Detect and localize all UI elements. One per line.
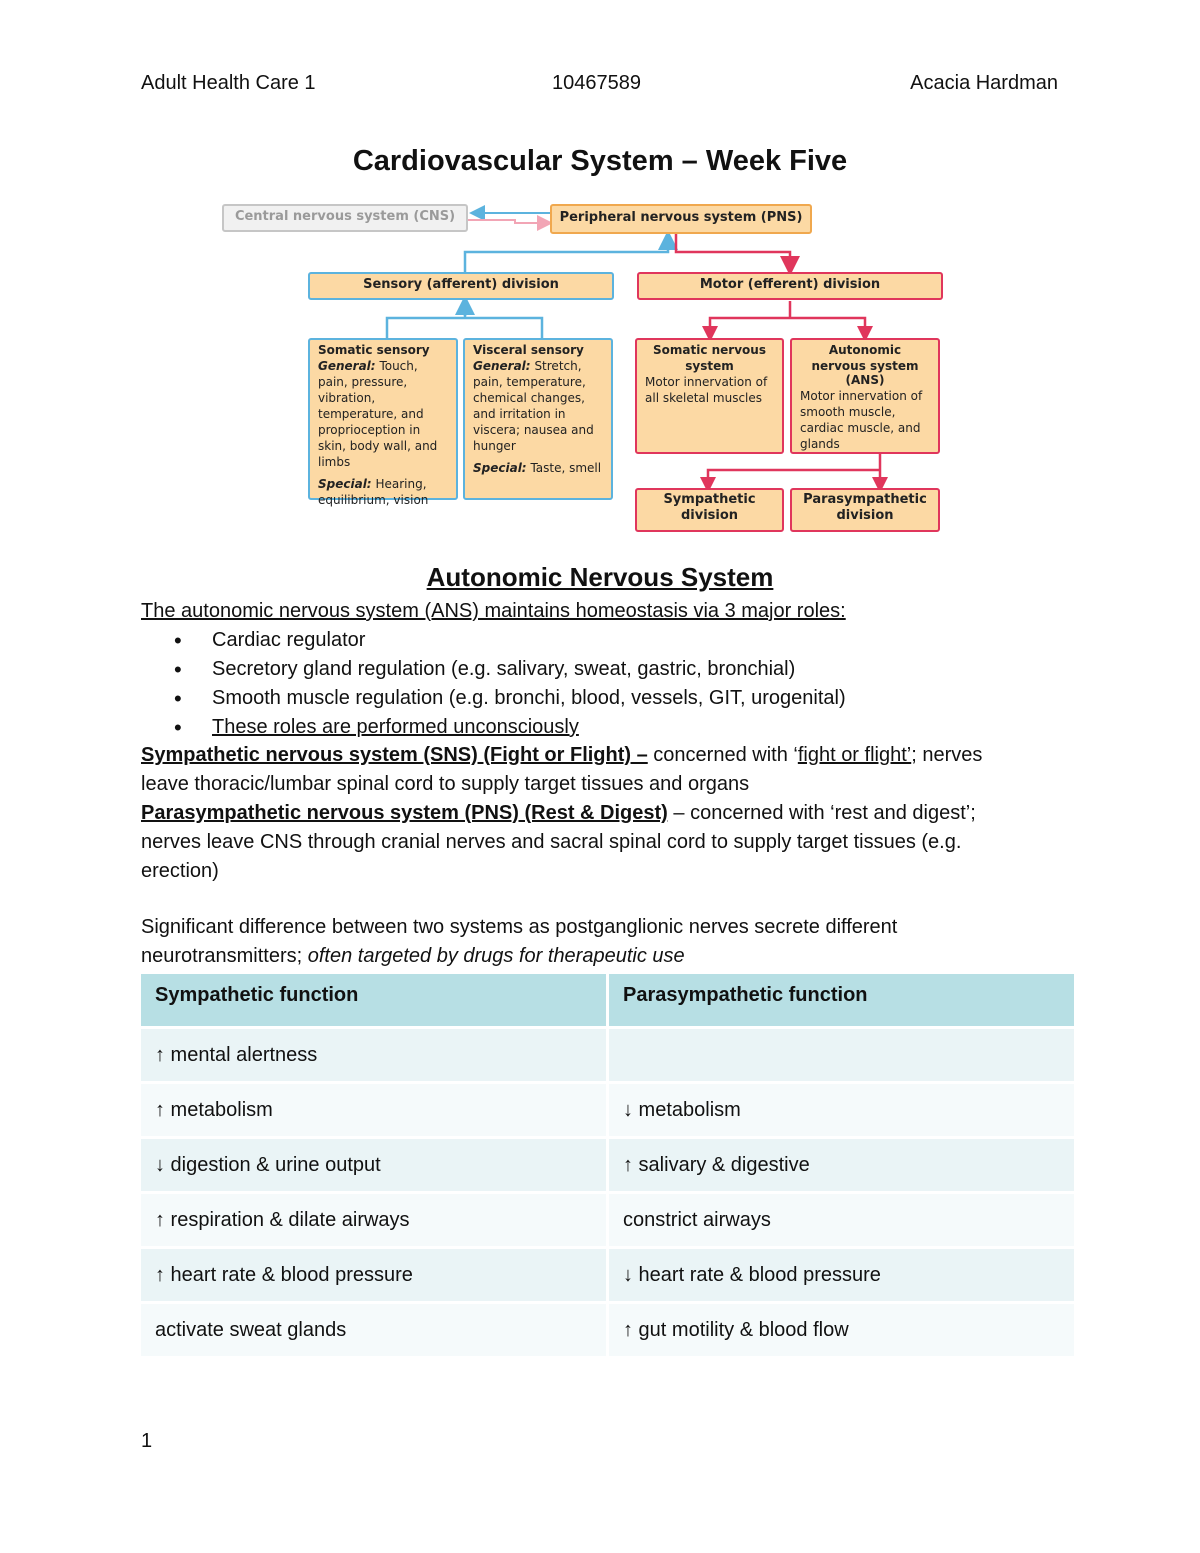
sensory-division-box: Sensory (afferent) division <box>308 272 614 300</box>
parasympathetic-cell <box>609 1029 1074 1081</box>
sympathetic-cell: ↑ heart rate & blood pressure <box>141 1249 606 1301</box>
somatic-ns-title: Somatic nervous system <box>653 343 766 373</box>
column-header-parasympathetic: Parasympathetic function <box>609 974 1074 1026</box>
column-header-sympathetic: Sympathetic function <box>141 974 606 1026</box>
somatic-sensory-box <box>308 338 458 507</box>
parasympathetic-cell: ↑ gut motility & blood flow <box>609 1304 1074 1356</box>
visceral-sensory-special-label: Special: <box>473 461 527 475</box>
sns-text-underlined: fight or flight’ <box>797 744 912 766</box>
sensory-to-pns-connector <box>465 240 668 272</box>
autonomic-nervous-system-box <box>790 338 940 454</box>
ans-roles-list <box>141 626 846 742</box>
motor-division-box: Motor (efferent) division <box>637 272 943 300</box>
pns-paragraph-line-3: erection) <box>141 860 219 882</box>
somatic-sensory-general-text: Touch, pain, pressure, vibration, temperature, and proprioception in skin, body wall, and limbs <box>318 359 438 469</box>
sympathetic-cell: ↑ metabolism <box>141 1084 606 1136</box>
parasympathetic-cell: ↓ heart rate & blood pressure <box>609 1249 1074 1301</box>
difference-line-1: Significant difference between two systems as postganglionic nerves secrete different <box>141 916 898 938</box>
header-course: Adult Health Care 1 <box>141 72 316 94</box>
header-student-id: 10467589 <box>552 72 641 94</box>
motor-branch-connector <box>710 301 865 331</box>
autonomic-branch-connector <box>708 453 880 482</box>
pns-label: Parasympathetic nervous system (PNS) (Rest & Digest) <box>141 802 668 824</box>
somatic-sensory-general-label: General: <box>318 359 376 373</box>
sympathetic-cell: activate sweat glands <box>141 1304 606 1356</box>
table-row <box>141 1304 1074 1356</box>
ans-intro: The autonomic nervous system (ANS) maintains homeostasis via 3 major roles: <box>141 600 846 622</box>
sns-paragraph-line-2: leave thoracic/lumbar spinal cord to supply target tissues and organs <box>141 773 750 795</box>
ans-role-item: • Smooth muscle regulation (e.g. bronchi, blood, vessels, GIT, urogenital) <box>141 684 846 713</box>
sns-text-a: concerned with ‘ <box>647 744 798 766</box>
difference-text: neurotransmitters; <box>141 945 308 967</box>
autonomic-ns-title: Autonomic nervous system <box>811 343 919 373</box>
difference-line-2 <box>141 942 685 971</box>
ans-heading: Autonomic Nervous System <box>426 562 774 592</box>
parasympathetic-cell: constrict airways <box>609 1194 1074 1246</box>
header-author: Acacia Hardman <box>910 72 1058 94</box>
parasympathetic-cell: ↓ metabolism <box>609 1084 1074 1136</box>
sns-text-b: ; nerves <box>911 744 983 766</box>
document-title: Cardiovascular System – Week Five <box>352 145 848 177</box>
table-row <box>141 1029 1074 1081</box>
parasympathetic-division-box: Parasympathetic division <box>790 488 940 532</box>
sympathetic-division-box: Sympathetic division <box>635 488 784 532</box>
table-header-row <box>141 974 1074 1026</box>
pns-to-motor-connector <box>676 234 790 266</box>
sympathetic-cell: ↓ digestion & urine output <box>141 1139 606 1191</box>
function-comparison-table <box>138 971 1077 1359</box>
table-row <box>141 1194 1074 1246</box>
page-number: 1 <box>141 1430 153 1452</box>
autonomic-ns-text: Motor innervation of smooth muscle, cardiac muscle, and glands <box>800 389 923 451</box>
somatic-nervous-system-box <box>635 338 784 454</box>
ans-role-item: • These roles are performed unconsciously <box>141 713 846 742</box>
pns-paragraph-line-2: nerves leave CNS through cranial nerves and sacral spinal cord to supply target tissues (e.g. <box>141 831 962 853</box>
parasympathetic-cell: ↑ salivary & digestive <box>609 1139 1074 1191</box>
pns-paragraph-line-1 <box>141 799 976 828</box>
sns-label: Sympathetic nervous system (SNS) (Fight or Flight) – <box>141 744 648 766</box>
table-row <box>141 1249 1074 1301</box>
visceral-sensory-general-text: Stretch, pain, temperature, chemical changes, and irritation in viscera; nausea and hunger <box>473 359 594 453</box>
autonomic-ns-abbr: (ANS) <box>845 373 885 387</box>
difference-italic-text: often targeted by drugs for therapeutic use <box>307 945 685 967</box>
visceral-sensory-box <box>463 338 613 500</box>
nervous-system-diagram <box>215 198 950 538</box>
ans-role-item: • Cardiac regulator <box>141 626 846 655</box>
cns-box: Central nervous system (CNS) <box>222 204 468 232</box>
sympathetic-cell: ↑ mental alertness <box>141 1029 606 1081</box>
pns-text: – concerned with ‘rest and digest’; <box>667 802 976 824</box>
ans-role-item: • Secretory gland regulation (e.g. salivary, sweat, gastric, bronchial) <box>141 655 846 684</box>
somatic-sensory-special-text: Hearing, equilibrium, vision <box>318 477 429 507</box>
somatic-sensory-title: Somatic sensory <box>318 343 430 357</box>
pns-box: Peripheral nervous system (PNS) <box>550 204 812 234</box>
sns-paragraph-line-1 <box>141 741 982 770</box>
sympathetic-cell: ↑ respiration & dilate airways <box>141 1194 606 1246</box>
table-row <box>141 1084 1074 1136</box>
visceral-sensory-general-label: General: <box>473 359 531 373</box>
cns-to-pns-arrow <box>467 220 545 223</box>
visceral-sensory-special-text: Taste, smell <box>530 461 602 475</box>
somatic-sensory-special-label: Special: <box>318 477 372 491</box>
somatic-ns-text: Motor innervation of all skeletal muscles <box>645 375 768 405</box>
visceral-sensory-title: Visceral sensory <box>473 343 584 357</box>
table-row <box>141 1139 1074 1191</box>
